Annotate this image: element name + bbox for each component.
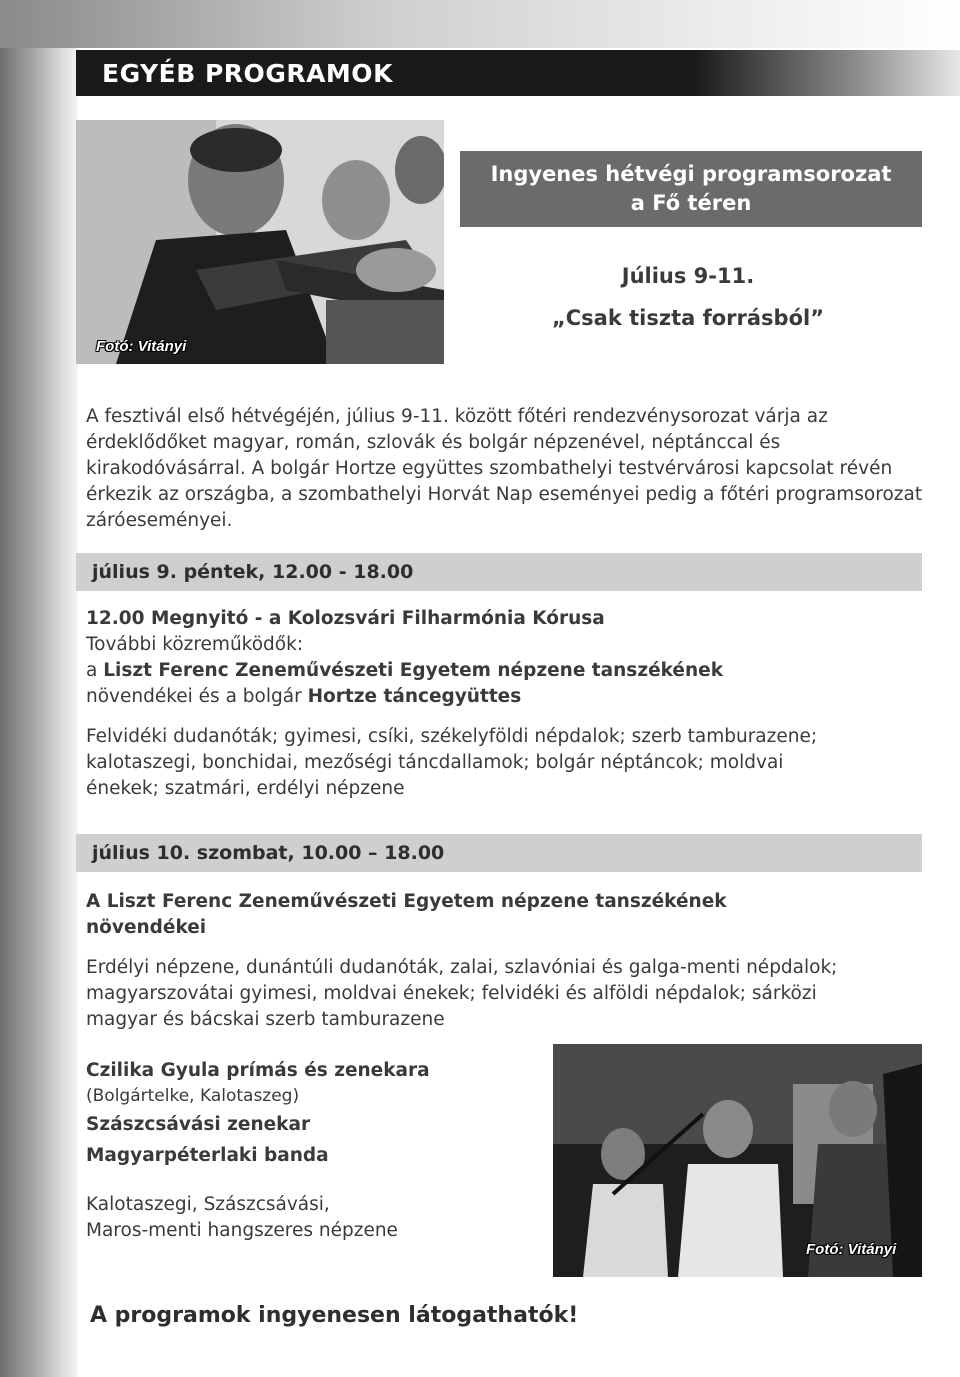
top-gradient [0,0,960,48]
programme-title-box [460,151,922,227]
day2-performer-line1: A Liszt Ferenc Zeneművészeti Egyetem népzene tanszékének [86,891,727,912]
day1-heading: július 9. péntek, 12.00 - 18.00 [92,561,414,583]
side-gradient [0,0,78,1377]
festival-dates: Július 9-11. [621,264,755,288]
footer-note: A programok ingyenesen látogathatók! [90,1303,579,1328]
photo-credit-1: Fotó: Vitányi [96,338,187,355]
day2-performer-line2: növendékei [86,917,207,938]
programme-title-line1: Ingyenes hétvégi programsorozat [490,162,892,186]
band1-name: Czilika Gyula prímás és zenekara [86,1060,430,1081]
contrib-school: Liszt Ferenc Zeneművészeti Egyetem népzene tanszékének [103,660,724,681]
band1-origin: (Bolgártelke, Kalotaszeg) [86,1086,300,1106]
day1-opening: 12.00 Megnyitó - a Kolozsvári Filharmónia Kórusa [86,608,605,629]
day1-heading-bar [76,553,922,591]
band2-name: Szászcsávási zenekar [86,1114,311,1135]
band3-name: Magyarpéterlaki banda [86,1145,329,1166]
day1-contributors-label: További közreműködők: [86,634,304,655]
day1-program: Felvidéki dudanóták; gyimesi, csíki, székelyföldi népdalok; szerb tamburazene; kalotaszegi, bonchidai, mezőségi táncdallamok; bolgár néptáncok; moldvai énekek; szatmári, erdélyi népzene [86,726,818,799]
programme-title-line2: a Fő téren [630,191,752,215]
day1-contributors-line1 [86,660,723,681]
contrib-ensemble: Hortze táncegyüttes [307,686,522,707]
contrib-middle: növendékei és a bolgár [86,686,308,707]
day2-program: Erdélyi népzene, dunántúli dudanóták, zalai, szlavóniai és galga-menti népdalok; magyarszovátai gyimesi, moldvai énekek; felvidéki és alföldi népdalok; sárközi magyar és bácskai szerb tamburazene [86,957,838,1030]
intro-paragraph: A fesztivál első hétvégéjén, július 9-11. között főtéri rendezvénysorozat várja az érdeklődőket magyar, román, szlovák és bolgár népzenével, néptánccal és kirakodóvásárral. A bolgár Hortze együttes szombathelyi testvérvárosi kapcsolat révén érkezik az országba, a szombathelyi Horvát Nap eseményei pedig a főtéri programsorozat záróeseményei. [86,406,923,531]
photo-credit-2: Fotó: Vitányi [806,1241,897,1258]
styles-line2: Maros-menti hangszeres népzene [86,1220,398,1241]
festival-motto: „Csak tiszta forrásból” [551,306,825,330]
styles-line1: Kalotaszegi, Szászcsávási, [86,1194,330,1215]
day2-heading: július 10. szombat, 10.00 – 18.00 [92,842,445,864]
day1-contributors-line2 [86,686,521,707]
violinist-photo [76,120,444,364]
day2-heading-bar [76,834,922,872]
section-title: EGYÉB PROGRAMOK [102,59,393,88]
section-header-bar [76,50,960,96]
contrib-prefix: a [86,660,104,681]
